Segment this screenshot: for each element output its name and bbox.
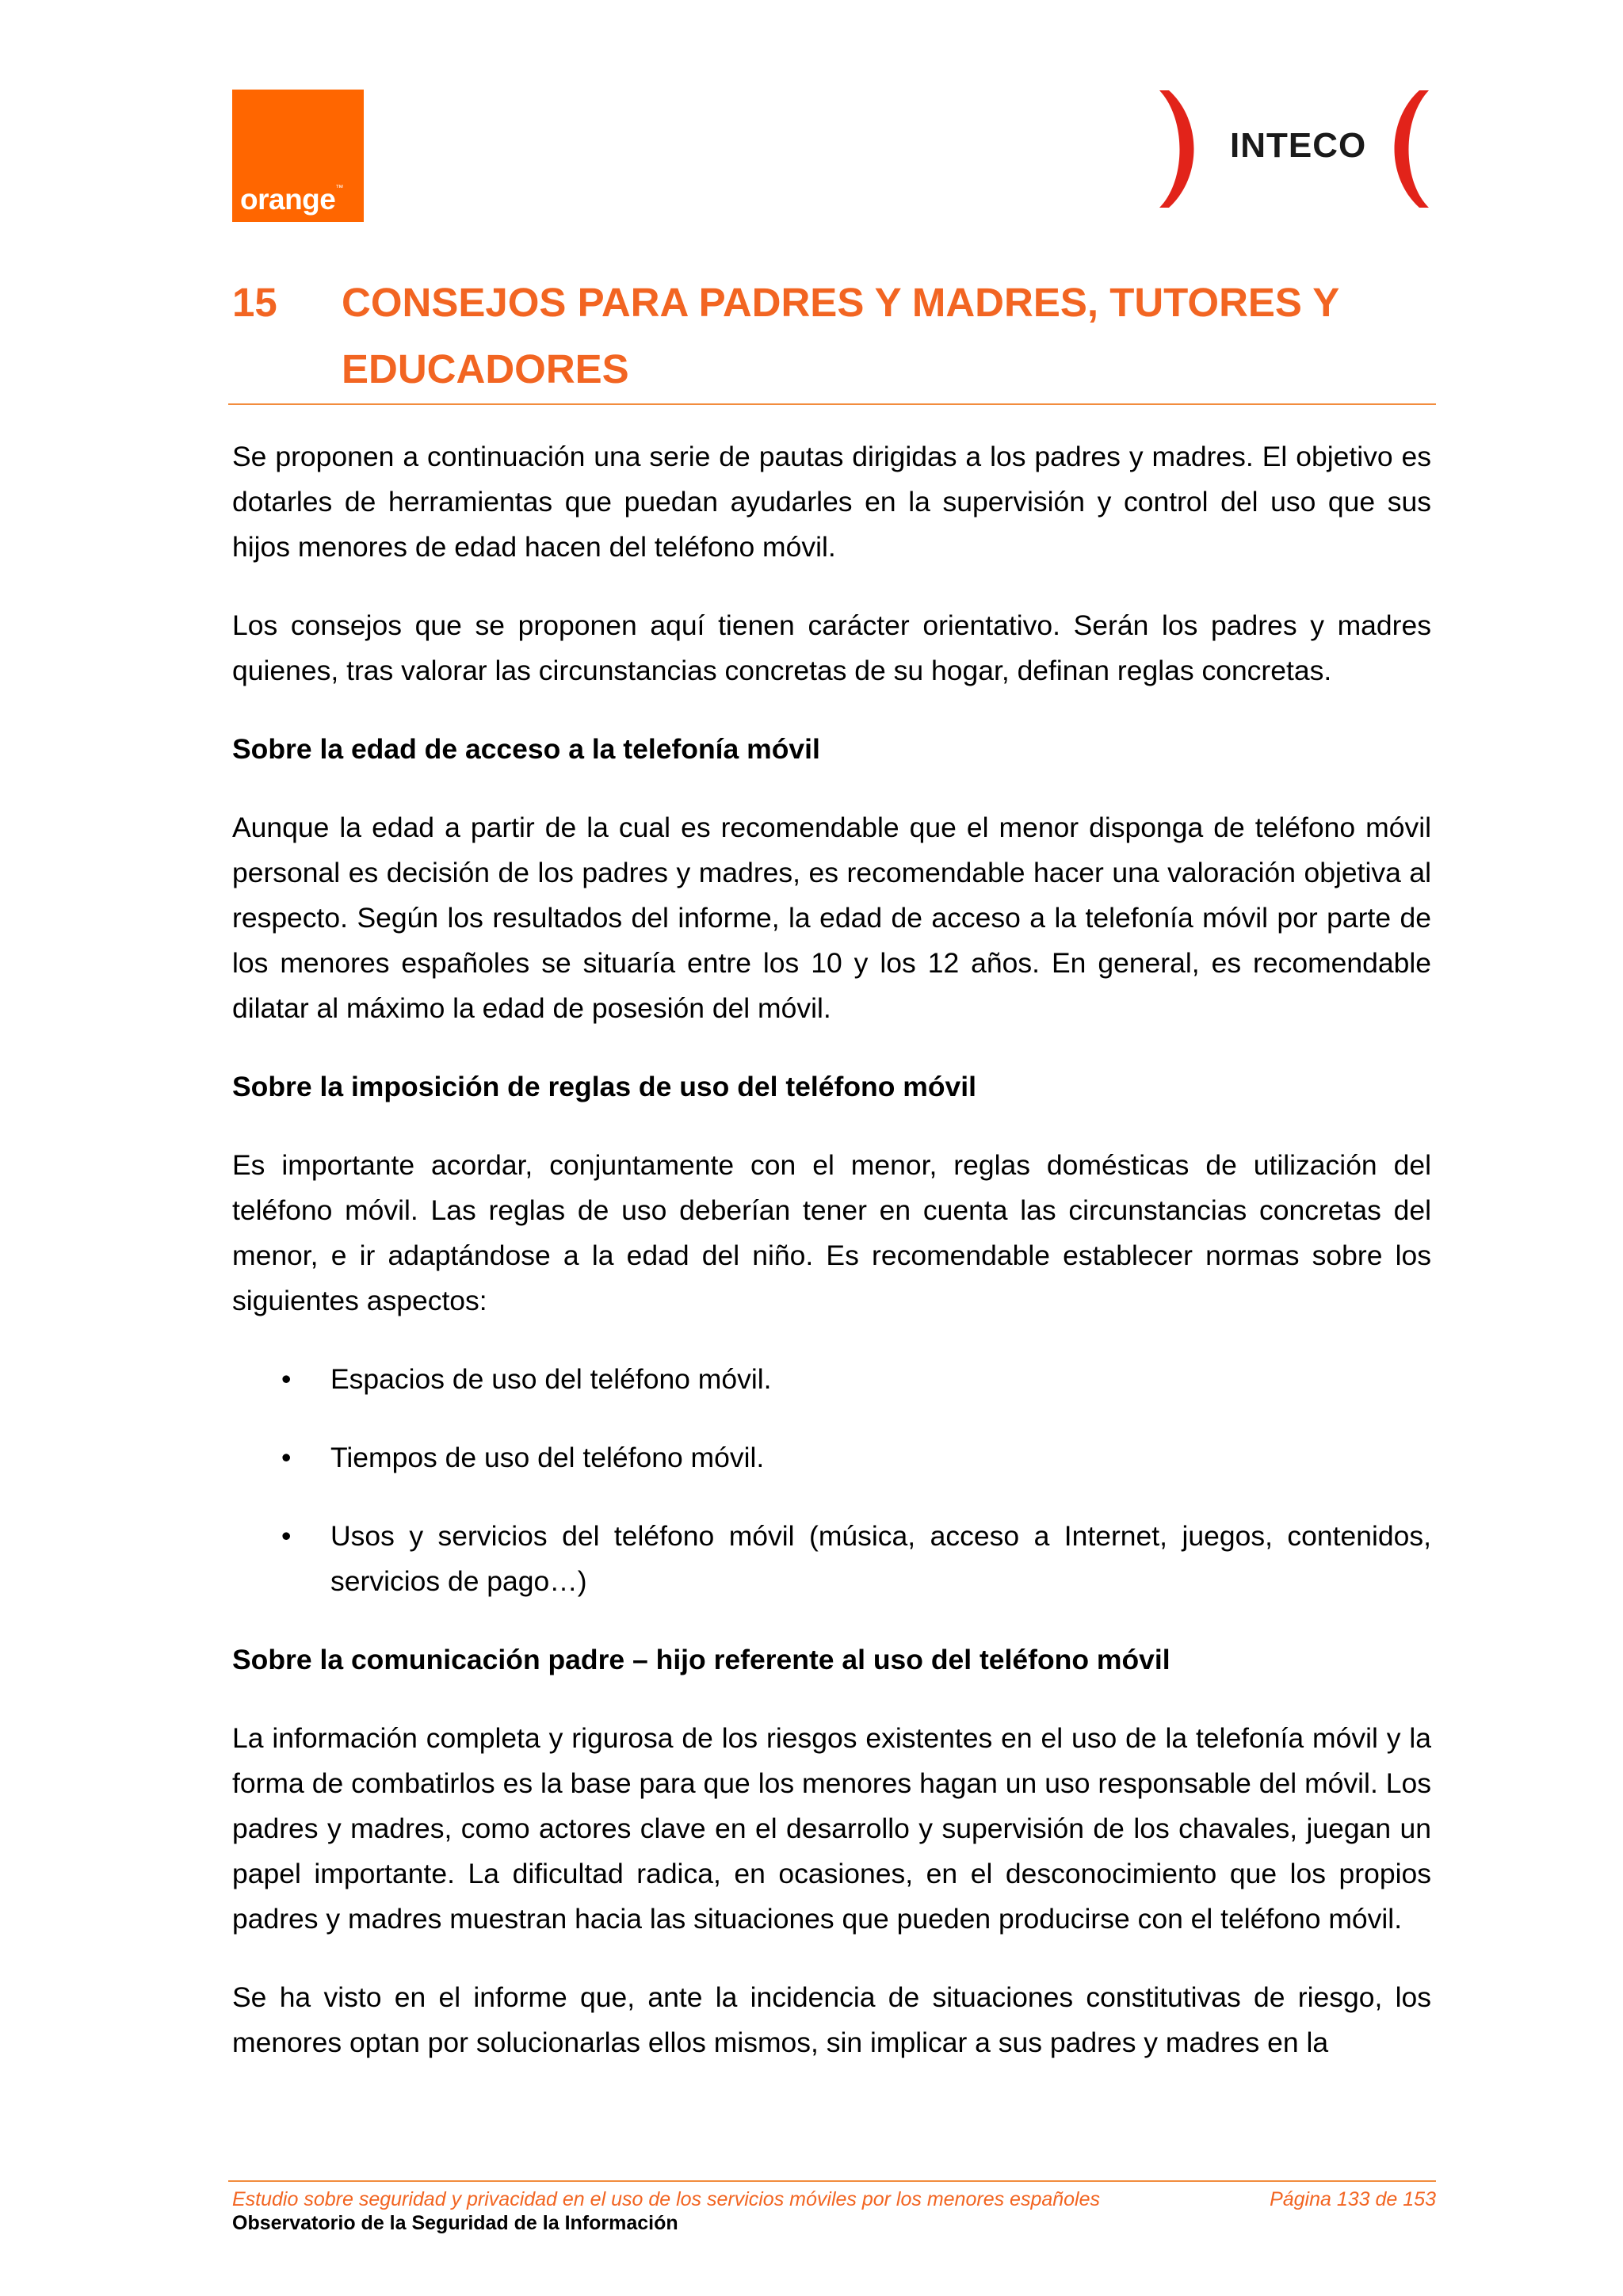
bullet-icon: •	[281, 1363, 292, 1395]
bullet-icon: •	[281, 1442, 292, 1473]
rules-list	[232, 1357, 1431, 1604]
chapter-number: 15	[232, 280, 277, 325]
paragraph-age: Aunque la edad a partir de la cual es recomendable que el menor disponga de teléfono móvil personal es decisión de los padres y madres, es recomendable hacer una valoración objetiva al respecto. Según los resultados del informe, la edad de acceso a la telefonía móvil por parte de los menores españoles se situaría entre los 10 y los 12 años. En general, es recomendable dilatar al máximo la edad de posesión del móvil.	[232, 812, 1431, 1024]
section-heading-age: Sobre la edad de acceso a la telefonía móvil	[232, 733, 820, 765]
section-heading-rules: Sobre la imposición de reglas de uso del teléfono móvil	[232, 1071, 976, 1102]
paragraph-communication: La información completa y rigurosa de los riesgos existentes en el uso de la telefonía móvil y la forma de combatirlos es la base para que los menores hagan un uso responsable del móvil. Los padres y madres, como actores clave en el desarrollo y supervisión de los chavales, juegan un papel importante. La dificultad radica, en ocasiones, en el desconocimiento que los propios padres y madres muestran hacia las situaciones que pueden producirse con el teléfono móvil.	[232, 1722, 1431, 1935]
inteco-logo	[1153, 87, 1438, 214]
footer-divider	[228, 2180, 1436, 2182]
paragraph-intro: Se proponen a continuación una serie de pautas dirigidas a los padres y madres. El objetivo es dotarles de herramientas que puedan ayudarles en la supervisión y control del uso que sus hijos menores de edad hacen del teléfono móvil.	[232, 441, 1431, 563]
inteco-logo-text: INTECO	[1230, 126, 1367, 165]
chapter-title: CONSEJOS PARA PADRES Y MADRES, TUTORES Y EDUCADORES	[342, 280, 1339, 392]
list-item: • Espacios de uso del teléfono móvil.	[232, 1357, 1431, 1402]
footer-page-number: Página 133 de 153	[1270, 2188, 1436, 2210]
section-heading-communication: Sobre la comunicación padre – hijo referente al uso del teléfono móvil	[232, 1644, 1170, 1675]
list-item: • Usos y servicios del teléfono móvil (música, acceso a Internet, juegos, contenidos, servicios de pago…)	[232, 1514, 1431, 1604]
chapter-heading	[232, 269, 1434, 403]
list-item: • Tiempos de uso del teléfono móvil.	[232, 1435, 1431, 1480]
footer-study-title: Estudio sobre seguridad y privacidad en el uso de los servicios móviles por los menores españoles	[232, 2188, 1101, 2210]
heading-divider	[228, 403, 1436, 405]
paragraph-rules: Es importante acordar, conjuntamente con el menor, reglas domésticas de utilización del teléfono móvil. Las reglas de uso deberían tener en cuenta las circunstancias concretas del menor, e ir adaptándose a la edad del niño. Es recomendable establecer normas sobre los siguientes aspectos:	[232, 1149, 1431, 1316]
bullet-icon: •	[281, 1520, 292, 1552]
footer-observatory: Observatorio de la Seguridad de la Información	[232, 2212, 678, 2234]
orange-logo	[232, 90, 364, 222]
paragraph-orientation: Los consejos que se proponen aquí tienen carácter orientativo. Serán los padres y madres quienes, tras valorar las circunstancias concretas de su hogar, definan reglas concretas.	[232, 609, 1431, 686]
paragraph-report: Se ha visto en el informe que, ante la incidencia de situaciones constitutivas de riesgo, los menores optan por solucionarlas ellos mismos, sin implicar a sus padres y madres en la	[232, 1981, 1431, 2058]
body-content	[232, 434, 1431, 2099]
orange-logo-text: orange™	[240, 183, 343, 216]
